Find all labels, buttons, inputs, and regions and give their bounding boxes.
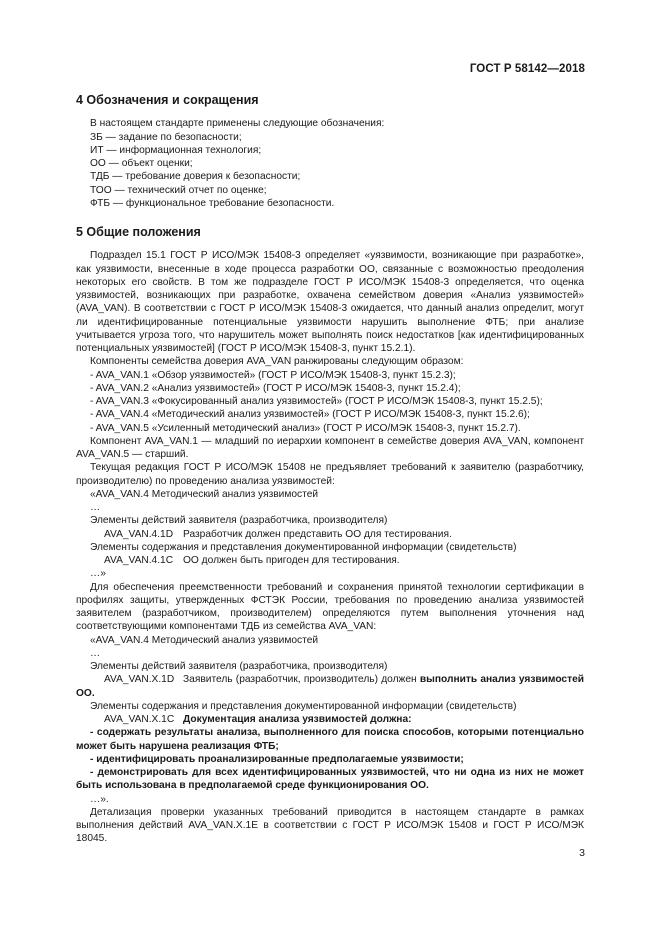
requirement-text: Заявитель (разработчик, производитель) должен [183,674,420,686]
paragraph: Детализация проверки указанных требований приводится в настоящем стандарте в рамках выполнения действий AVA_VAN.X.1E в соответствии с ГОСТ Р ИСО/МЭК 15408 и ГОСТ Р ИСО/МЭК 18045. [76,806,584,845]
component-item: - AVA_VAN.1 «Обзор уязвимостей» (ГОСТ Р ИСО/МЭК 15408-3, пункт 15.2.3); [90,369,456,381]
paragraph: Компоненты семейства доверия AVA_VAN ранжированы следующим образом: [90,356,464,368]
quote-title: «AVA_VAN.4 Методический анализ уязвимостей [90,488,319,500]
abbreviation-item: ФТБ — функциональное требование безопасности. [90,197,335,209]
section-4-intro: В настоящем стандарте применены следующие обозначения: [90,118,385,130]
quote-title: «AVA_VAN.4 Методический анализ уязвимостей [90,634,319,646]
abbreviation-list [76,131,584,211]
requirement-text: ОО должен быть пригоден для тестирования. [183,555,400,566]
section-4-title: 4 Обозначения и сокращения [76,93,259,107]
requirement-bullet: - демонстрировать для всех идентифицированных уязвимостей, что ни одна из них не может быть использована в предполагаемой среде функционирования ОО. [76,767,584,792]
requirement-code: AVA_VAN.4.1C [104,555,174,566]
quote-end: …». [90,793,109,805]
requirement-code: AVA_VAN.4.1D [104,528,174,540]
requirement-row [76,713,584,726]
requirement-bold-text: Документация анализа уязвимостей должна: [183,714,412,725]
component-item: - AVA_VAN.3 «Фокусированный анализ уязвимостей» (ГОСТ Р ИСО/МЭК 15408-3, пункт 15.2.5); [90,396,543,407]
abbreviation-item: ИТ — информационная технология; [90,144,262,156]
requirement-bold-text: выполнить анализ уязвимостей ОО. [76,674,585,699]
ellipsis: … [90,647,101,659]
content-elements-heading: Элементы содержания и представления документированной информации (свидетельств) [90,700,517,712]
requirement-row [76,528,584,541]
requirement-bullet: - содержать результаты анализа, выполненного для поиска способов, которыми потенциально может быть нарушена реализация ФТБ; [76,727,584,752]
requirement-row [76,554,584,567]
ellipsis: … [90,502,101,513]
developer-elements-heading: Элементы действий заявителя (разработчика, производителя) [90,661,388,672]
abbreviation-item: ЗБ — задание по безопасности; [90,131,242,143]
requirement-code: AVA_VAN.X.1C [104,714,175,725]
requirement-text: Разработчик должен представить ОО для тестирования. [183,528,452,540]
requirement-bullet: - идентифицировать проанализированные предполагаемые уязвимости; [90,753,464,765]
requirement-row [76,673,584,700]
section-5-title: 5 Общие положения [76,225,201,239]
abbreviation-item: ТОО — технический отчет по оценке; [90,184,267,196]
paragraph: Подраздел 15.1 ГОСТ Р ИСО/МЭК 15408-3 определяет «уязвимости, возникающие при разработке», как уязвимости, внесенные в ходе процесса разработки ОО, связанные с возможностью преодоления некоторых его свойств. В том же подразделе ГОСТ Р ИСО/МЭК 15408-3 определяется, что оценка уязвимостей, возникающих при разработке, охвачена семейством доверия «Анализ уязвимостей» (AVA_VAN). В соответствии с ГОСТ Р ИСО/МЭК 15408-3 ожидается, что данный анализ определит, могут ли идентифицированные потенциальные уязвимости нарушить выполнение ФТБ; при анализе учитывается угроза того, что нарушитель может выполнять поиск недостатков [как идентифицированных потенциальных уязвимостей] (ГОСТ Р ИСО/МЭК 15408-3, пункт 15.2.1). [76,250,584,354]
component-item: - AVA_VAN.5 «Усиленный методический анализ» (ГОСТ Р ИСО/МЭК 15408-3, пункт 15.2.7). [90,422,521,434]
requirement-code: AVA_VAN.X.1D [104,674,175,686]
quote-block-refined [76,634,584,806]
abbreviation-item: ТДБ — требование доверия к безопасности; [90,171,301,183]
abbreviation-item: ОО — объект оценки; [90,158,193,169]
page-content [76,88,584,846]
paragraph: Компонент AVA_VAN.1 — младший по иерархии компонент в семействе доверия AVA_VAN, компонент AVA_VAN.5 — старший. [76,435,584,460]
component-list [76,369,584,435]
paragraph: Текущая редакция ГОСТ Р ИСО/МЭК 15408 не предъявляет требований к заявителю (разработчику, производителю) по проведению анализа уязвимостей: [76,462,584,487]
content-elements-heading: Элементы содержания и представления документированной информации (свидетельств) [90,541,517,553]
paragraph: Для обеспечения преемственности требований и сохранения принятой технологии сертификации в профилях защиты, утвержденных ФСТЭК России, требования по проведению анализа уязвимостей заявителем (разработчиком, производителем) определяются путем выполнения уточнения над соответствующими компонентами ТДБ из семейства AVA_VAN: [76,581,584,633]
component-item: - AVA_VAN.4 «Методический анализ уязвимостей» (ГОСТ Р ИСО/МЭК 15408-3, пункт 15.2.6); [90,409,530,421]
page-number: 3 [579,847,585,859]
component-item: - AVA_VAN.2 «Анализ уязвимостей» (ГОСТ Р ИСО/МЭК 15408-3, пункт 15.2.4); [90,382,461,394]
standard-code: ГОСТ Р 58142—2018 [469,63,585,75]
developer-elements-heading: Элементы действий заявителя (разработчика, производителя) [90,515,388,527]
quote-end: …» [90,568,106,580]
quote-block-current [76,488,584,581]
